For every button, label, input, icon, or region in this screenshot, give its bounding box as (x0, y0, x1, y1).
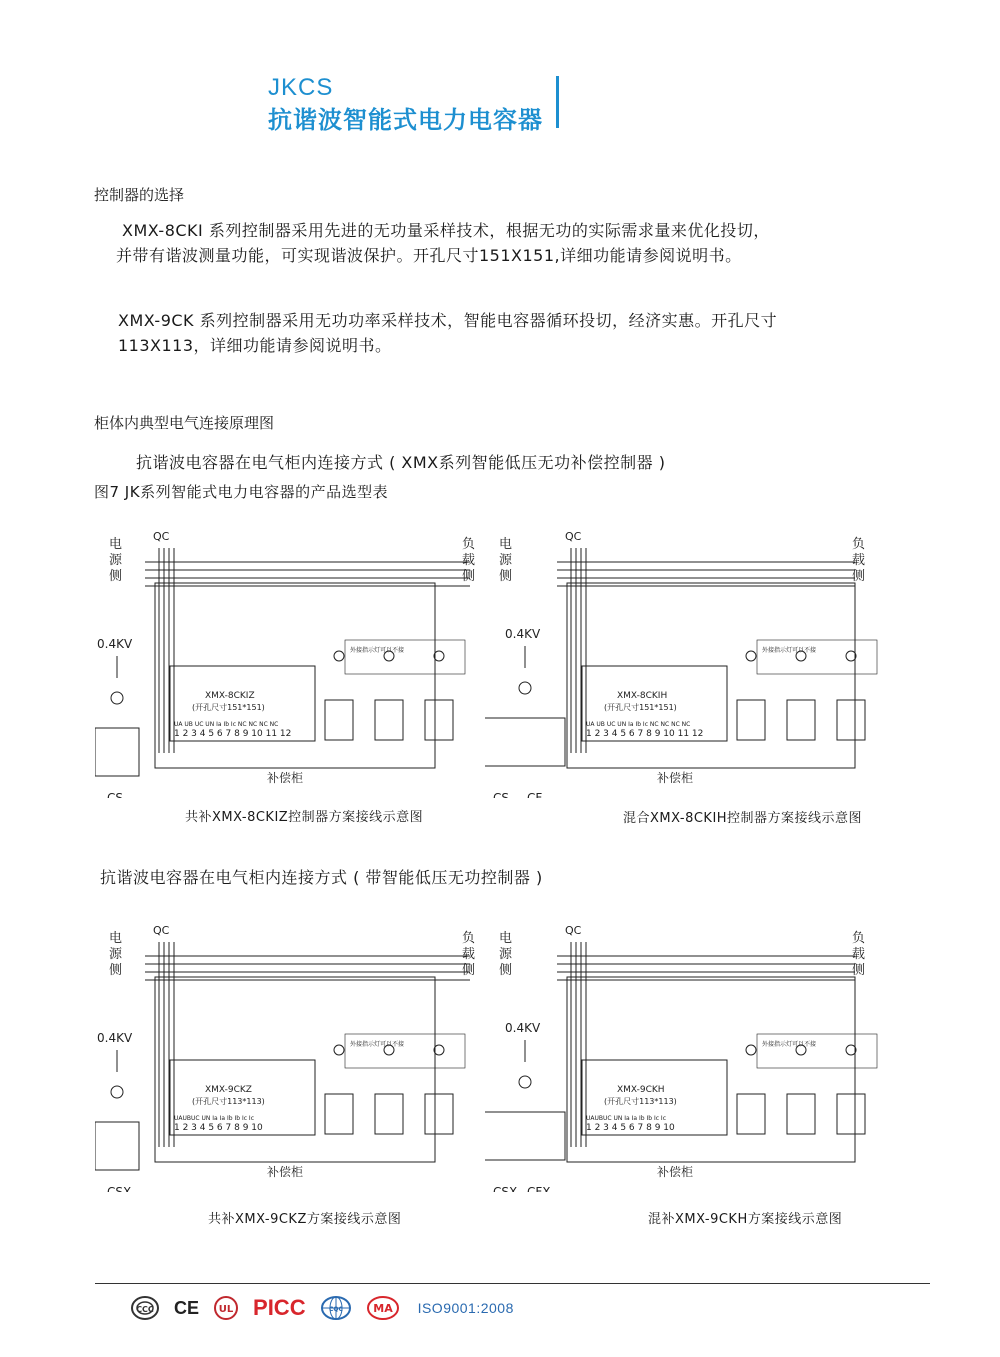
source-side-label: 侧 (109, 569, 123, 584)
source-side-label: 侧 (109, 963, 123, 978)
schematic-lines (485, 942, 877, 1162)
controller-model: XMX-8CKIZ (205, 691, 255, 701)
load-side-label: 载 (462, 553, 476, 568)
lamp-note: 外接指示灯可以不接 (350, 647, 405, 654)
source-side-label: 电 (109, 931, 123, 946)
voltage-label: 0.4KV (505, 1021, 541, 1035)
lamp-note: 外接指示灯可以不接 (762, 1041, 817, 1048)
capacitor-module (375, 700, 403, 740)
load-side-label: 侧 (852, 569, 866, 584)
indicator-lamp (334, 1045, 344, 1055)
capacitor-module (737, 700, 765, 740)
controller-terminals: UAUBUC UN Ia Ia Ib Ib Ic Ic (174, 1115, 255, 1122)
source-side-label: 电 (109, 537, 123, 552)
bottom-label: CS (493, 791, 509, 798)
capacitor-module (325, 700, 353, 740)
cabinet-label: 补偿柜 (656, 1165, 694, 1179)
schematic-svg (485, 922, 880, 1192)
ccc-logo (130, 1295, 160, 1321)
lamp-frame (345, 1034, 465, 1068)
source-side-label: 源 (109, 947, 123, 962)
capacitor-module (787, 700, 815, 740)
load-side-label: 载 (852, 947, 866, 962)
controller-para2-line1: XMX-9CK 系列控制器采用无功功率采样技术，智能电容器循环投切，经济实惠。开孔尺寸 (118, 311, 778, 330)
schematic-svg (485, 528, 880, 798)
capacitor-module (837, 700, 865, 740)
diagram-9ckh (485, 922, 880, 1196)
load-side-label: 侧 (852, 963, 866, 978)
product-code: JKCS (268, 74, 334, 101)
controller-hole-size: (开孔尺寸113*113) (604, 1097, 677, 1106)
controller-heading: 控制器的选择 (94, 186, 185, 204)
capacitor-module (737, 1094, 765, 1134)
svg-text:CCC: CCC (136, 1305, 154, 1314)
controller-model: XMX-8CKIH (617, 691, 668, 701)
capacitor-box (95, 1122, 139, 1170)
capacitor-module (425, 700, 453, 740)
header-accent-bar (556, 76, 559, 128)
breaker-label: QC (565, 530, 582, 543)
lamp-note: 外接指示灯可以不接 (350, 1041, 405, 1048)
bottom-label: CS (107, 791, 123, 798)
ct-symbol (519, 1076, 531, 1088)
controller-terminals: UA UB UC UN Ia Ib Ic NC NC NC NC (174, 721, 279, 728)
load-side-label: 载 (852, 553, 866, 568)
voltage-label: 0.4KV (97, 637, 133, 651)
controller-terminals: UAUBUC UN Ia Ia Ib Ib Ic Ic (586, 1115, 667, 1122)
controller-para1-line2: 并带有谐波测量功能，可实现谐波保护。开孔尺寸151X151,详细功能请参阅说明书。 (116, 246, 742, 265)
cabinet-label: 补偿柜 (656, 771, 694, 785)
capacitor-module (787, 1094, 815, 1134)
indicator-lamp (334, 651, 344, 661)
figure-title: 图7 JK系列智能式电力电容器的产品选型表 (94, 483, 389, 501)
controller-terminal-numbers: 1 2 3 4 5 6 7 8 9 10 (174, 1123, 263, 1133)
bottom-label: CFX (527, 1185, 551, 1192)
controller-terminal-numbers: 1 2 3 4 5 6 7 8 9 10 11 12 (586, 729, 704, 739)
cabinet-label: 补偿柜 (266, 771, 304, 785)
caption-9ckh: 混补XMX-9CKH方案接线示意图 (648, 1212, 843, 1227)
bottom-label: CSX (107, 1185, 132, 1192)
bottom-label: CSX (493, 1185, 518, 1192)
ct-symbol (111, 692, 123, 704)
wiring-subtitle-2: 抗谐波电容器在电气柜内连接方式 ( 带智能低压无功控制器 ) (100, 868, 543, 887)
controller-model: XMX-9CKH (617, 1085, 665, 1095)
breaker-label: QC (565, 924, 582, 937)
lamp-note: 外接指示灯可以不接 (762, 647, 817, 654)
controller-model: XMX-9CKZ (205, 1085, 252, 1095)
capacitor-box (485, 1112, 565, 1160)
indicator-lamp (746, 651, 756, 661)
source-side-label: 电 (499, 537, 513, 552)
ce-logo: CE (174, 1297, 200, 1318)
svg-text:CQC: CQC (328, 1306, 343, 1313)
voltage-label: 0.4KV (97, 1031, 133, 1045)
controller-terminal-numbers: 1 2 3 4 5 6 7 8 9 10 11 12 (174, 729, 292, 739)
cqc-logo (320, 1295, 352, 1321)
svg-text:UL: UL (218, 1304, 234, 1315)
controller-terminal-numbers: 1 2 3 4 5 6 7 8 9 10 (586, 1123, 675, 1133)
source-side-label: 源 (499, 553, 513, 568)
schematic-lines (95, 942, 470, 1170)
certification-bar (130, 1293, 514, 1323)
indicator-lamp (746, 1045, 756, 1055)
load-side-label: 侧 (462, 569, 476, 584)
load-side-label: 负 (852, 537, 866, 552)
capacitor-module (375, 1094, 403, 1134)
diagram-8ckiz (95, 528, 490, 802)
capacitor-box (95, 728, 139, 776)
lamp-frame (757, 640, 877, 674)
capacitor-module (425, 1094, 453, 1134)
controller-terminals: UA UB UC UN Ia Ib Ic NC NC NC NC (586, 721, 691, 728)
product-title: 抗谐波智能式电力电容器 (268, 106, 543, 134)
capacitor-module (837, 1094, 865, 1134)
controller-para1-line1: XMX-8CKI 系列控制器采用先进的无功量采样技术，根据无功的实际需求量来优化投切， (122, 221, 770, 240)
capacitor-box (485, 718, 565, 766)
schematic-lines (95, 548, 470, 776)
ct-symbol (519, 682, 531, 694)
ct-symbol (111, 1086, 123, 1098)
schematic-svg (95, 528, 490, 798)
ul-logo (213, 1295, 239, 1321)
breaker-label: QC (153, 924, 170, 937)
load-side-label: 侧 (462, 963, 476, 978)
wiring-heading: 柜体内典型电气连接原理图 (94, 414, 275, 432)
bottom-label: CF (527, 791, 543, 798)
source-side-label: 电 (499, 931, 513, 946)
load-side-label: 负 (462, 537, 476, 552)
lamp-frame (757, 1034, 877, 1068)
caption-8ckih: 混合XMX-8CKIH控制器方案接线示意图 (623, 811, 863, 826)
schematic-svg (95, 922, 490, 1192)
lamp-frame (345, 640, 465, 674)
footer-divider (95, 1283, 930, 1284)
breaker-label: QC (153, 530, 170, 543)
picc-logo: PICC (253, 1295, 306, 1320)
capacitor-module (325, 1094, 353, 1134)
wiring-subtitle-1: 抗谐波电容器在电气柜内连接方式 ( XMX系列智能低压无功补偿控制器 ) (136, 453, 666, 472)
caption-8ckiz: 共补XMX-8CKIZ控制器方案接线示意图 (185, 810, 424, 825)
controller-hole-size: (开孔尺寸113*113) (192, 1097, 265, 1106)
source-side-label: 源 (499, 947, 513, 962)
load-side-label: 负 (462, 931, 476, 946)
controller-hole-size: (开孔尺寸151*151) (192, 703, 265, 712)
svg-text:MA: MA (372, 1302, 393, 1315)
iso-certification: ISO9001:2008 (417, 1300, 514, 1316)
source-side-label: 侧 (499, 963, 513, 978)
diagram-9ckz (95, 922, 490, 1196)
controller-hole-size: (开孔尺寸151*151) (604, 703, 677, 712)
source-side-label: 源 (109, 553, 123, 568)
caption-9ckz: 共补XMX-9CKZ方案接线示意图 (208, 1212, 402, 1227)
load-side-label: 载 (462, 947, 476, 962)
cabinet-label: 补偿柜 (266, 1165, 304, 1179)
diagram-8ckih (485, 528, 880, 802)
controller-para2-line2: 113X113，详细功能请参阅说明书。 (118, 336, 392, 355)
source-side-label: 侧 (499, 569, 513, 584)
cma-logo (366, 1295, 400, 1321)
load-side-label: 负 (852, 931, 866, 946)
voltage-label: 0.4KV (505, 627, 541, 641)
